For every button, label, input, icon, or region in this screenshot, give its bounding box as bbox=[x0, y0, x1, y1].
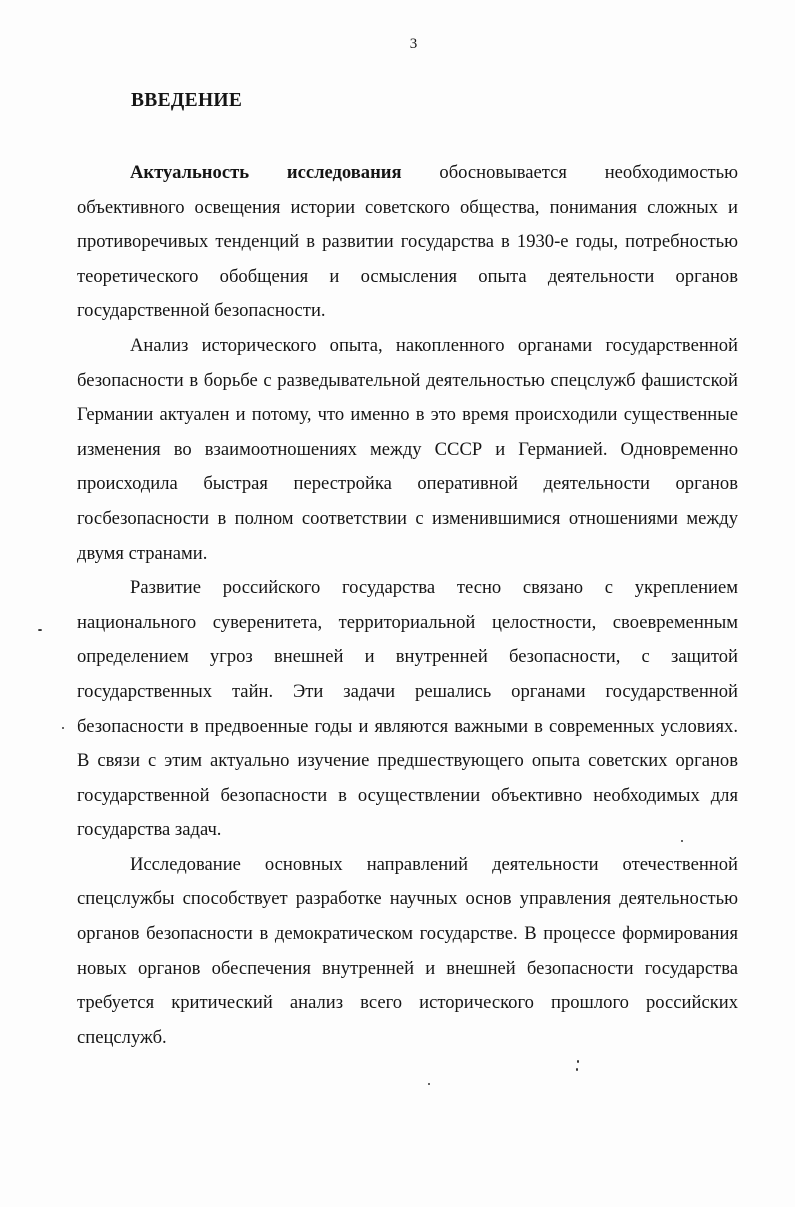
paragraph-text: Анализ исторического опыта, накопленного органами государственной безопасности в борьбе с разведывательной деятельностью спецслужб фашистской Германии актуален и потому, что именно в это время происходили существенные изменения во взаимоотношениях между СССР и Германией. Одновременно происходила быстрая перестройка оперативной деятельности органов госбезопасности в полном соответствии с изменившимися отношениями между двумя странами. bbox=[77, 334, 738, 564]
scan-speck bbox=[38, 629, 42, 631]
page-number: 3 bbox=[409, 36, 418, 52]
section-heading: ВВЕДЕНИЕ bbox=[131, 90, 243, 111]
paragraph-research-directions bbox=[77, 848, 738, 1056]
scan-speck bbox=[428, 1083, 430, 1085]
scan-speck bbox=[576, 1068, 578, 1071]
paragraph-historical-analysis bbox=[77, 329, 738, 571]
paragraph-state-development bbox=[77, 571, 738, 848]
paragraph-lead: Актуальность исследования bbox=[130, 162, 402, 183]
scan-speck bbox=[577, 1060, 579, 1063]
paragraph-text: Исследование основных направлений деятельности отечественной спецслужбы способствует разработке научных основ управления деятельностью органов безопасности в демократическом государстве. В процессе формирования новых органов обеспечения внутренней и внешней безопасности государства требуется критический анализ всего исторического прошлого российских спецслужб. bbox=[77, 853, 738, 1048]
paragraph-relevance bbox=[77, 156, 738, 329]
scan-speck bbox=[62, 727, 64, 729]
paragraph-text: Развитие российского государства тесно связано с укреплением национального суверенитета, территориальной целостности, своевременным определением угроз внешней и внутренней безопасности, с защитой государственных тайн. Эти задачи решались органами государственной безопасности в предвоенные годы и являются важными в современных условиях. В связи с этим актуально изучение предшествующего опыта советских органов государственной безопасности в осуществлении объективно необходимых для государства задач. bbox=[77, 577, 738, 841]
scan-speck bbox=[681, 840, 683, 842]
body-text bbox=[77, 156, 738, 1055]
paragraph-text: обосновывается необходимостью объективного освещения истории советского общества, понимания сложных и противоречивых тенденций в развитии государства в 1930-е годы, потребностью теоретического обобщения и осмысления опыта деятельности органов государственной безопасности. bbox=[77, 162, 738, 322]
